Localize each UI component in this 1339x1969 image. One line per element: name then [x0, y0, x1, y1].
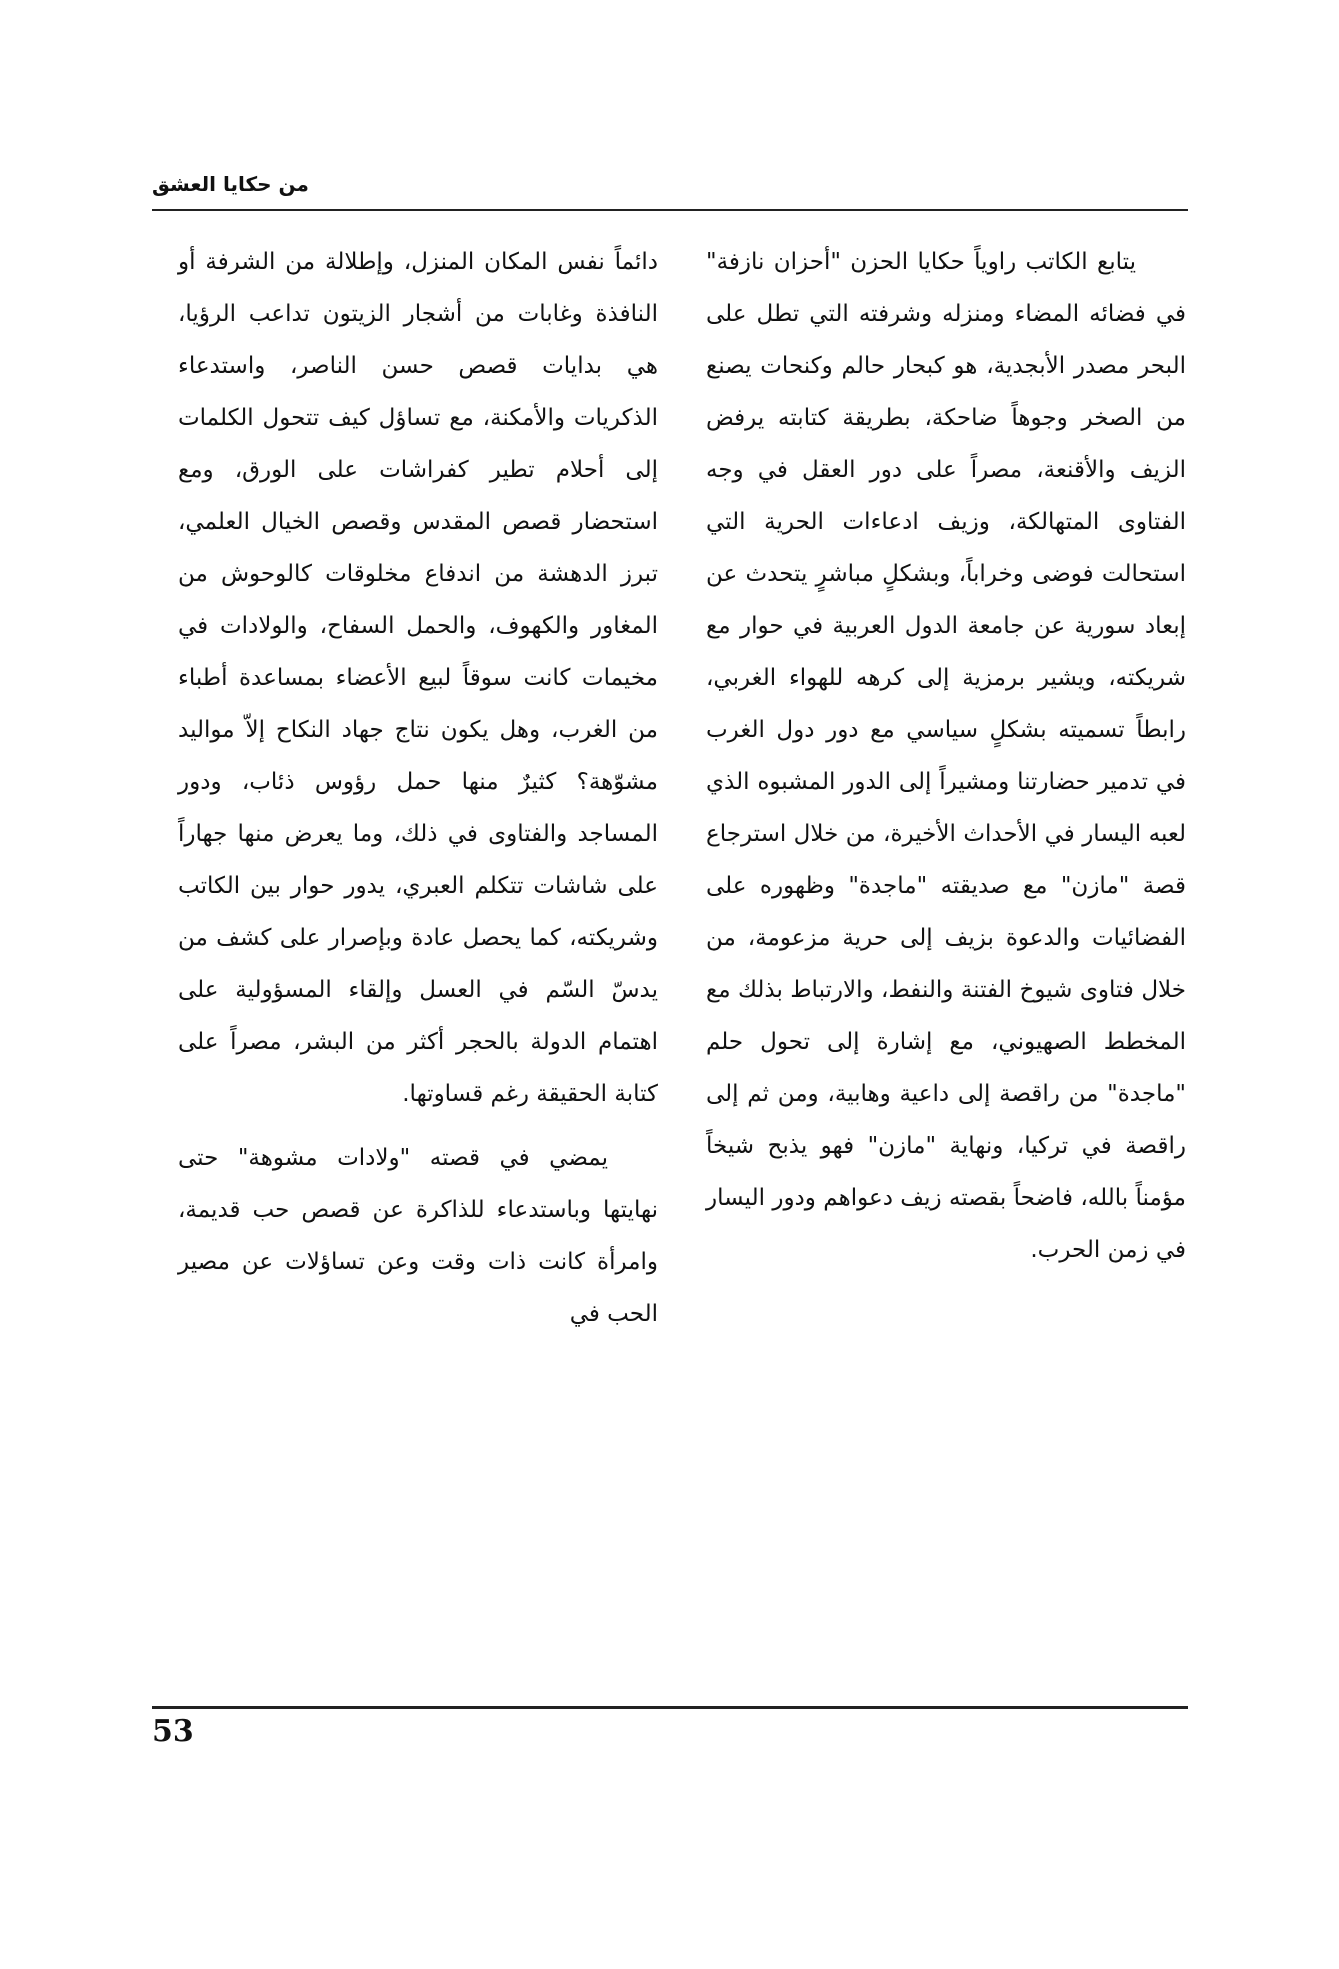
footer-rule	[152, 1706, 1188, 1709]
left-column-paragraph: دائماً نفس المكان المنزل، وإطلالة من الشرفة أو النافذة وغابات من أشجار الزيتون تداعب الرؤيا، هي بدايات قصص حسن الناصر، واستدعاء الذكريات والأمكنة، مع تساؤل كيف تتحول الكلمات إلى أحلام تطير كفراشات على الورق، ومع استحضار قصص المقدس وقصص الخيال العلمي، تبرز الدهشة من اندفاع مخلوقات كالوحوش من المغاور والكهوف، والحمل السفاح، والولادات في مخيمات كانت سوقاً لبيع الأعضاء بمساعدة أطباء من الغرب، وهل يكون نتاج جهاد النكاح إلاّ مواليد مشوّهة؟ كثيرٌ منها حمل رؤوس ذئاب، ودور المساجد والفتاوى في ذلك، وما يعرض منها جهاراً على شاشات تتكلم العبري، يدور حوار بين الكاتب وشريكته، كما يحصل عادة وبإصرار على كشف من يدسّ السّم في العسل وإلقاء المسؤولية على اهتمام الدولة بالحجر أكثر من البشر، مصراً على كتابة الحقيقة رغم قساوتها.	[178, 249, 658, 1107]
header-rule	[152, 209, 1188, 211]
left-column-paragraph: يمضي في قصته "ولادات مشوهة" حتى نهايتها وباستدعاء للذاكرة عن قصص حب قديمة، وامرأة كانت ذات وقت وعن تساؤلات عن مصير الحب في	[178, 1145, 658, 1327]
page-number: 53	[152, 1714, 194, 1749]
left-text-column	[178, 236, 658, 1340]
right-column-paragraph: يتابع الكاتب راوياً حكايا الحزن "أحزان نازفة" في فضائه المضاء ومنزله وشرفته التي تطل على البحر مصدر الأبجدية، هو كبحار حالم وكنحات يصنع من الصخر وجوهاً ضاحكة، بطريقة كتابته يرفض الزيف والأقنعة، مصراً على دور العقل في وجه الفتاوى المتهالكة، وزيف ادعاءات الحرية التي استحالت فوضى وخراباً، وبشكلٍ مباشرٍ يتحدث عن إبعاد سورية عن جامعة الدول العربية في حوار مع شريكته، ويشير برمزية إلى كرهه للهواء الغربي، رابطاً تسميته بشكلٍ سياسي مع دور دول الغرب في تدمير حضارتنا ومشيراً إلى الدور المشبوه الذي لعبه اليسار في الأحداث الأخيرة، من خلال استرجاع قصة "مازن" مع صديقته "ماجدة" وظهوره على الفضائيات والدعوة بزيف إلى حرية مزعومة، من خلال فتاوى شيوخ الفتنة والنفط، والارتباط بذلك مع المخطط الصهيوني، مع إشارة إلى تحول حلم "ماجدة" من راقصة إلى داعية وهابية، ومن ثم إلى راقصة في تركيا، ونهاية "مازن" فهو يذبح شيخاً مؤمناً بالله، فاضحاً بقصته زيف دعواهم ودور اليسار في زمن الحرب.	[706, 249, 1186, 1263]
right-text-column	[706, 236, 1186, 1276]
paragraph-spacer	[178, 1120, 658, 1132]
running-header-title: من حكايا العشق	[152, 172, 309, 196]
